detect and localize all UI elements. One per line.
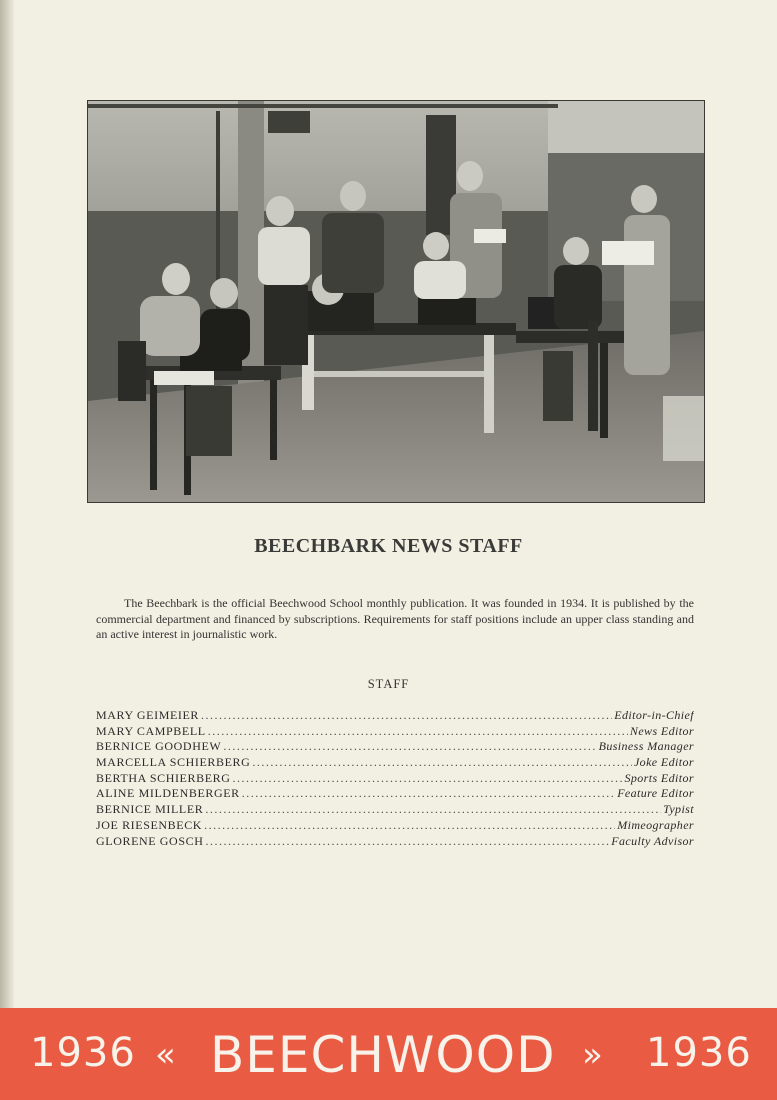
staff-role: Business Manager	[598, 739, 694, 754]
staff-row	[96, 739, 694, 755]
staff-role: Mimeographer	[617, 817, 694, 832]
dot-leader	[252, 755, 632, 771]
staff-name: BERNICE MILLER	[96, 802, 204, 817]
dot-leader	[205, 802, 661, 818]
staff-role: News Editor	[629, 723, 694, 738]
footer-guillemet-left: «	[155, 1035, 176, 1075]
yearbook-footer-band	[0, 1008, 777, 1100]
staff-section-title: STAFF	[367, 677, 410, 691]
staff-photo	[88, 101, 704, 502]
staff-row	[96, 755, 694, 771]
staff-name: ALINE MILDENBERGER	[96, 786, 240, 801]
dot-leader	[208, 724, 628, 740]
staff-row	[96, 818, 694, 834]
staff-role: Editor-in-Chief	[614, 708, 694, 722]
page-binding-edge	[0, 0, 14, 1010]
dot-leader	[223, 739, 596, 755]
staff-role: Joke Editor	[633, 755, 694, 770]
staff-name: GLORENE GOSCH	[96, 833, 204, 848]
dot-leader	[201, 708, 612, 724]
staff-role: Typist	[663, 802, 694, 817]
staff-name: MARY CAMPBELL	[96, 723, 206, 738]
dot-leader	[204, 818, 615, 834]
staff-name: BERTHA SCHIERBERG	[96, 770, 231, 785]
staff-name: MARY GEIMEIER	[96, 708, 200, 722]
staff-name: BERNICE GOODHEW	[96, 739, 222, 754]
staff-row	[96, 771, 694, 787]
staff-row	[96, 786, 694, 802]
footer-title: BEECHWOOD	[210, 1026, 556, 1084]
staff-name: JOE RIESENBECK	[96, 817, 203, 832]
dot-leader	[233, 771, 623, 787]
dot-leader	[242, 786, 615, 802]
staff-row	[96, 802, 694, 818]
staff-photo-image	[88, 101, 704, 502]
staff-role: Faculty Advisor	[611, 833, 694, 848]
staff-row	[96, 708, 694, 724]
intro-paragraph: The Beechbark is the official Beechwood School monthly publication. It was founded in 1934. It is published by the commercial department and financed by subscriptions. Requirements for staff positions include an upper class standing and an active interest in journalistic work.	[96, 596, 694, 641]
dot-leader	[205, 834, 609, 850]
staff-role: Sports Editor	[624, 770, 694, 785]
page-heading: BEECHBARK NEWS STAFF	[254, 535, 523, 557]
staff-row	[96, 834, 694, 850]
footer-year-left: 1936	[30, 1030, 136, 1076]
footer-guillemet-right: »	[582, 1035, 603, 1075]
staff-row	[96, 724, 694, 740]
staff-list	[96, 708, 694, 849]
staff-role: Feature Editor	[617, 786, 694, 801]
staff-name: MARCELLA SCHIERBERG	[96, 755, 251, 770]
footer-year-right: 1936	[646, 1030, 752, 1076]
